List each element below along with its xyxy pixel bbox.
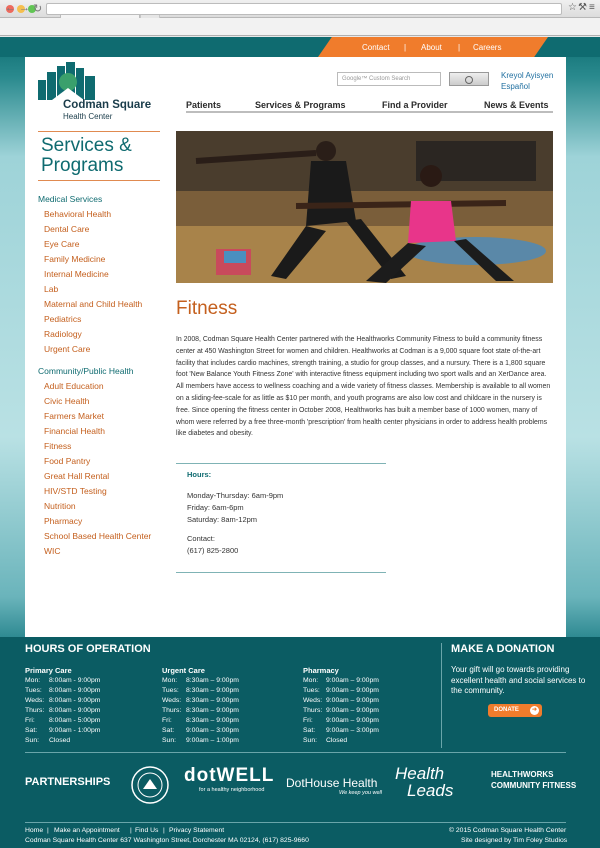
hours-line: Monday-Thursday: 6am-9pm	[187, 491, 284, 500]
footer-day: Weds:	[162, 697, 182, 704]
main-nav-underline	[186, 111, 553, 113]
donation-text: Your gift will go towards providing excellent health and social services to the community.	[451, 665, 586, 695]
forward-icon[interactable]: →	[19, 2, 30, 14]
page-title: Fitness	[176, 298, 238, 319]
footer-divider	[441, 643, 442, 748]
footer-time: 9:00am – 9:00pm	[326, 677, 379, 684]
sidebar-link[interactable]: Food Pantry	[44, 456, 91, 466]
sidebar-link[interactable]: WIC	[44, 546, 61, 556]
partner-dotwell-tagline: for a healthy neighborhood	[199, 787, 265, 793]
search-input[interactable]: Google™ Custom Search	[337, 72, 441, 86]
browser-toolbar	[0, 18, 600, 36]
hours-title: Hours:	[187, 470, 212, 479]
sidebar-title: Services & Programs	[41, 135, 132, 176]
sidebar-link[interactable]: Behavioral Health	[44, 209, 112, 219]
main-nav-patients[interactable]: Patients	[186, 100, 222, 110]
utility-link-about[interactable]: About	[421, 43, 442, 52]
footer-day: Tues:	[162, 687, 179, 694]
partner-health-leads[interactable]: Health	[395, 764, 445, 783]
footer-day: Sat:	[303, 727, 316, 734]
footer-address: Codman Square Health Center 637 Washington Street, Dorchester MA 02124, (617) 825-9660	[25, 837, 309, 844]
sidebar-link[interactable]: Dental Care	[44, 224, 90, 234]
footer-column-heading: Urgent Care	[162, 666, 205, 675]
sidebar-link[interactable]: Pharmacy	[44, 516, 83, 526]
wrench-icon[interactable]: ⚒	[578, 2, 587, 13]
footer-copyright: © 2015 Codman Square Health Center	[449, 827, 567, 834]
main-nav-news-events[interactable]: News & Events	[484, 100, 549, 110]
footer-link-privacy[interactable]: Privacy Statement	[169, 827, 225, 834]
footer-column-heading: Primary Care	[25, 666, 72, 675]
partner-dotwell[interactable]: dotWELL	[184, 765, 275, 786]
sidebar-link[interactable]: Adult Education	[44, 381, 104, 391]
partnerships-heading: PARTNERSHIPS	[25, 776, 111, 788]
footer-credit[interactable]: Site designed by Tim Foley Studios	[461, 837, 568, 844]
footer-time: 9:00am – 9:00pm	[326, 687, 379, 694]
address-bar[interactable]	[46, 3, 562, 15]
partner-dothouse-tagline: We keep you well	[339, 790, 383, 796]
footer-time: 9:00am – 9:00pm	[326, 717, 379, 724]
sidebar-link[interactable]: Pediatrics	[44, 314, 82, 324]
sidebar-link[interactable]: Maternal and Child Health	[44, 299, 143, 309]
footer-time: Closed	[326, 737, 348, 744]
footer-day: Sat:	[162, 727, 175, 734]
utility-separator: |	[404, 43, 407, 52]
footer-time: 8:30am – 9:00pm	[186, 717, 239, 724]
footer-day: Sun:	[303, 737, 317, 744]
footer-time: 9:00am – 3:00pm	[326, 727, 379, 734]
logo-subtitle: Health Center	[63, 112, 113, 121]
utility-separator: |	[458, 43, 461, 52]
footer-time: 9:00am - 1:00pm	[49, 727, 101, 734]
footer-time: 9:00am – 9:00pm	[326, 707, 379, 714]
sidebar-divider	[38, 131, 160, 132]
search-button[interactable]	[449, 72, 489, 86]
footer-time: 8:00am - 5:00pm	[49, 717, 101, 724]
footer-day: Thurs:	[303, 707, 323, 714]
footer-separator: |	[130, 827, 132, 834]
partner-healthworks[interactable]: HEALTHWORKS	[491, 770, 554, 779]
donation-heading: MAKE A DONATION	[451, 643, 555, 655]
footer-day: Fri:	[162, 717, 172, 724]
reload-icon[interactable]: ↻	[33, 3, 43, 15]
footer-link-home[interactable]: Home	[25, 827, 44, 834]
sidebar-link[interactable]: Farmers Market	[44, 411, 104, 421]
back-icon[interactable]: ←	[5, 2, 16, 14]
footer-day: Fri:	[303, 717, 313, 724]
footer-separator: |	[163, 827, 165, 834]
footer-time: 8:00am - 9:00pm	[49, 697, 101, 704]
footer-day: Weds:	[25, 697, 45, 704]
language-link-kreyol[interactable]: Kreyol Ayisyen	[501, 71, 554, 80]
footer-day: Weds:	[303, 697, 323, 704]
footer-column-heading: Pharmacy	[303, 666, 339, 675]
language-link-espanol[interactable]: Español	[501, 82, 530, 91]
footer-day: Sat:	[25, 727, 38, 734]
sidebar-link[interactable]: School Based Health Center	[44, 531, 152, 541]
main-nav-services[interactable]: Services & Programs	[255, 100, 346, 110]
hero-image	[176, 131, 553, 283]
footer-day: Mon:	[303, 677, 319, 684]
logo-mark[interactable]	[38, 62, 98, 100]
sidebar-link[interactable]: Great Hall Rental	[44, 471, 110, 481]
sidebar-link[interactable]: Lab	[44, 284, 59, 294]
footer-time: 8:00am - 9:00pm	[49, 677, 101, 684]
footer-day: Tues:	[303, 687, 320, 694]
footer-day: Thurs:	[162, 707, 182, 714]
footer-link-appointment[interactable]: Make an Appointment	[54, 827, 120, 834]
utility-link-careers[interactable]: Careers	[473, 43, 502, 52]
footer-link-find-us[interactable]: Find Us	[135, 827, 159, 834]
sidebar-link[interactable]: Nutrition	[44, 501, 76, 511]
footer-time: 8:00am - 9:00pm	[49, 707, 101, 714]
footer-divider	[25, 822, 566, 823]
footer-time: 9:00am – 1:00pm	[186, 737, 239, 744]
hours-line: Saturday: 8am-12pm	[187, 515, 258, 524]
sidebar-divider	[38, 180, 160, 181]
hours-line: Friday: 6am-6pm	[187, 503, 244, 512]
footer-time: 8:30am – 9:00pm	[186, 687, 239, 694]
sidebar-link[interactable]: Financial Health	[44, 426, 105, 436]
footer-time: 8:30am – 9:00pm	[186, 707, 239, 714]
footer-time: 8:30am – 9:00pm	[186, 697, 239, 704]
menu-icon[interactable]: ≡	[589, 2, 595, 13]
sidebar-link[interactable]: Eye Care	[44, 239, 80, 249]
footer-divider	[25, 752, 566, 753]
footer-time: Closed	[49, 737, 71, 744]
logo-name[interactable]: Codman Square	[63, 99, 152, 111]
footer-day: Fri:	[25, 717, 35, 724]
footer-day: Sun:	[25, 737, 39, 744]
sidebar-link[interactable]: Civic Health	[44, 396, 90, 406]
sidebar-link-active[interactable]: Fitness	[44, 441, 72, 451]
footer-time: 9:00am – 9:00pm	[326, 697, 379, 704]
sidebar-link[interactable]: Family Medicine	[44, 254, 106, 264]
codman-academy-seal[interactable]	[130, 765, 170, 805]
partner-health-leads-2[interactable]: Leads	[407, 781, 454, 800]
donate-button-label: DONATE	[494, 707, 519, 713]
hours-of-operation-heading: HOURS OF OPERATION	[25, 643, 151, 655]
footer-day: Sun:	[162, 737, 176, 744]
arrow-right-icon: ➜	[531, 707, 538, 713]
footer-day: Tues:	[25, 687, 42, 694]
footer-time: 8:00am - 9:00pm	[49, 687, 101, 694]
contact-label: Contact:	[187, 534, 215, 543]
footer-day: Thurs:	[25, 707, 45, 714]
partner-healthworks-2: COMMUNITY FITNESS	[491, 781, 577, 790]
footer-separator: |	[47, 827, 49, 834]
contact-phone[interactable]: (617) 825-2800	[187, 546, 239, 555]
sidebar-link[interactable]: Urgent Care	[44, 344, 91, 354]
utility-link-contact[interactable]: Contact	[362, 43, 390, 52]
footer-time: 9:00am – 3:00pm	[186, 727, 239, 734]
bookmark-star-icon[interactable]: ☆	[568, 2, 577, 13]
donate-button[interactable]	[488, 704, 542, 717]
sidebar-category-community[interactable]: Community/Public Health	[38, 366, 134, 376]
main-nav-find-provider[interactable]: Find a Provider	[382, 100, 448, 110]
article-body: In 2008, Codman Square Health Center partnered with the Healthworks Community Fitness to build a community fitness center at 450 Washington Street for women and children. Healthworks at Codman is a 9,000 square foot state of-the-art facility that includes cardio machines, strength training, a studio for group classes, and a nursury. There is a 1,800 square foot 'New Balance Youth Fitness Zone' with interactive fitness equipment including two sport walls and an XerDance area. All members have access to wellness coaching and a wide variety of fitness classes. Membership is available to all women on a sliding-fee-scale for as little as $10 per month, and youth programs are also low cost and childcare in the nursery is free. Since opening the fitness center in October 2008, Healthworks has built a member base of 1000 women, many of whom were referred by a free three-month 'prescription' from health center physicians in order to address health problems like diabetes and obesity.	[176, 336, 551, 438]
footer-day: Mon:	[162, 677, 178, 684]
footer-day: Mon:	[25, 677, 41, 684]
sidebar-link[interactable]: Radiology	[44, 329, 82, 339]
partner-dothouse[interactable]: DotHouse Health	[286, 776, 378, 790]
footer-time: 8:30am – 9:00pm	[186, 677, 239, 684]
sidebar-link[interactable]: Internal Medicine	[44, 269, 109, 279]
sidebar-category-medical[interactable]: Medical Services	[38, 194, 103, 204]
sidebar-link[interactable]: HIV/STD Testing	[44, 486, 107, 496]
